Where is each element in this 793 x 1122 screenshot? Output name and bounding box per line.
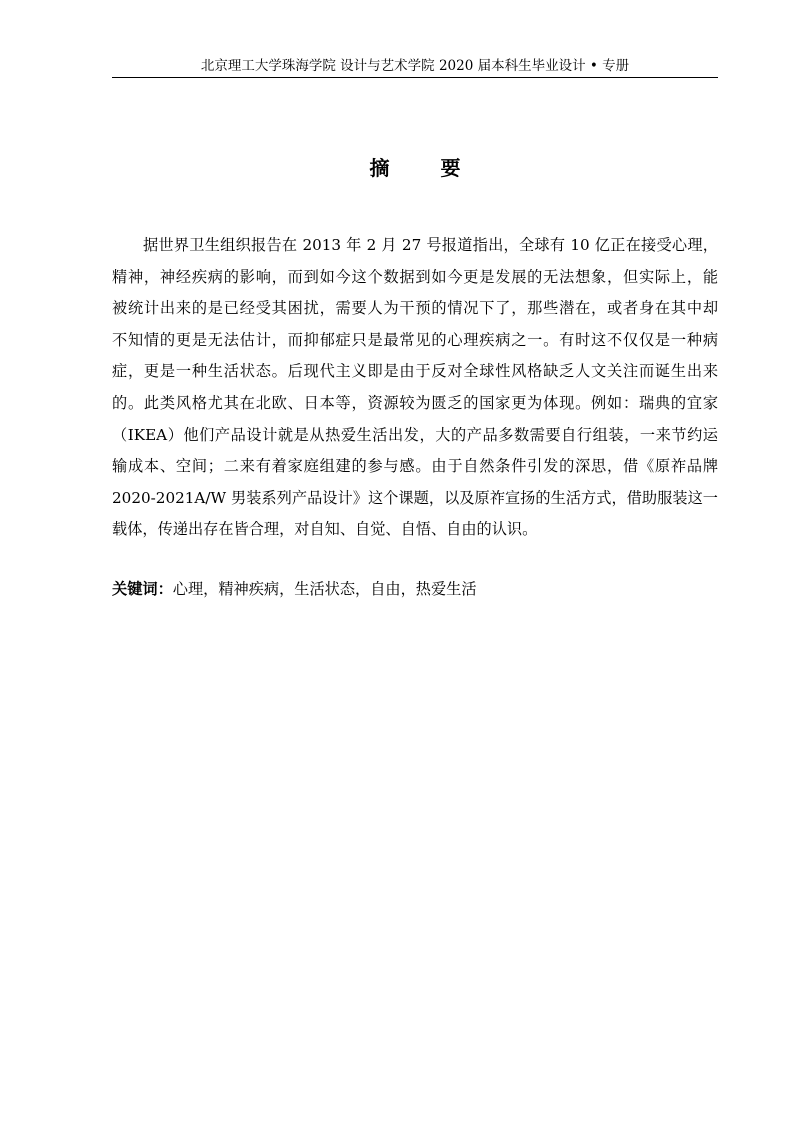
running-header: 北京理工大学珠海学院 设计与艺术学院 2020 届本科生毕业设计 • 专册: [200, 58, 630, 74]
abstract-line: 精神，神经疾病的影响，而到如今这个数据到如今更是发展的无法想象，但实际上，能: [112, 267, 718, 286]
header-divider: [112, 77, 718, 78]
abstract-line: 据世界卫生组织报告在 2013 年 2 月 27 号报道指出，全球有 10 亿正在接受心理，: [143, 236, 718, 254]
keywords: [112, 574, 718, 604]
abstract-line: 不知情的更是无法估计，而抑郁症只是最常见的心理疾病之一。有时这不仅仅是一种病: [112, 330, 718, 349]
abstract-line: 症，更是一种生活状态。后现代主义即是由于反对全球性风格缺乏人文关注而诞生出来: [112, 362, 718, 381]
keywords-label: 关键词：: [112, 580, 173, 598]
abstract-line: 输成本、空间；二来有着家庭组建的参与感。由于自然条件引发的深思，借《原祚品牌: [112, 457, 718, 476]
keywords-value: 心理，精神疾病，生活状态，自由，热爱生活: [172, 580, 477, 598]
abstract-line: 载体，传递出存在皆合理，对自知、自觉、自悟、自由的认识。: [112, 520, 538, 539]
abstract-line: 的。此类风格尤其在北欧、日本等，资源较为匮乏的国家更为体现。例如：瑞典的宜家: [112, 393, 718, 412]
abstract-title: 摘 要: [369, 156, 483, 180]
abstract-body: [112, 230, 718, 546]
abstract-line: 被统计出来的是已经受其困扰，需要人为干预的情况下了，那些潜在，或者身在其中却: [112, 299, 718, 318]
abstract-line: （IKEA）他们产品设计就是从热爱生活出发，大的产品多数需要自行组装，一来节约运: [112, 425, 718, 444]
abstract-line: 2020-2021A/W 男装系列产品设计》这个课题，以及原祚宣扬的生活方式，借助服装这一: [112, 488, 718, 507]
